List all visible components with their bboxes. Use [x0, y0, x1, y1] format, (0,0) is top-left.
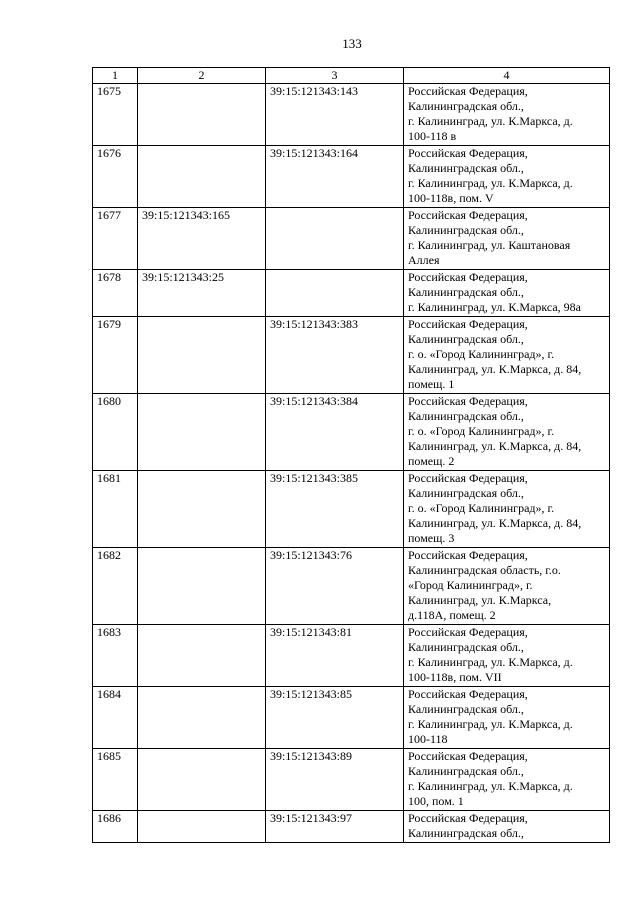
table-row	[93, 84, 610, 146]
table-row	[93, 471, 610, 548]
cadastral-number-col3	[266, 208, 404, 270]
cadastral-number-col3: 39:15:121343:143	[266, 84, 404, 146]
address-cell: Российская Федерация, Калининградская обл., г. Калининград, ул. К.Маркса, д. 100-118 в	[404, 84, 610, 146]
table-row	[93, 625, 610, 687]
cadastral-number-col3: 39:15:121343:81	[266, 625, 404, 687]
header-col-3: 3	[266, 68, 404, 84]
address-cell: Российская Федерация, Калининградская обл., г. о. «Город Калининград», г. Калининград, ул. К.Маркса, д. 84, помещ. 1	[404, 317, 610, 394]
row-number: 1680	[93, 394, 138, 471]
row-number: 1675	[93, 84, 138, 146]
table-row	[93, 811, 610, 843]
cadastral-number-col3: 39:15:121343:384	[266, 394, 404, 471]
header-col-4: 4	[404, 68, 610, 84]
address-cell: Российская Федерация, Калининградская обл., г. Калининград, ул. К.Маркса, д. 100-118в, пом. V	[404, 146, 610, 208]
address-cell: Российская Федерация, Калининградская обл., г. Калининград, ул. К.Маркса, д. 100-118	[404, 687, 610, 749]
table-row	[93, 687, 610, 749]
address-cell: Российская Федерация, Калининградская обл., г. Калининград, ул. Каштановая Аллея	[404, 208, 610, 270]
address-cell: Российская Федерация, Калининградская обл., г. о. «Город Калининград», г. Калининград, ул. К.Маркса, д. 84, помещ. 3	[404, 471, 610, 548]
row-number: 1684	[93, 687, 138, 749]
table-row	[93, 394, 610, 471]
cadastral-number-col2	[138, 749, 266, 811]
cadastral-number-col3: 39:15:121343:164	[266, 146, 404, 208]
cadastral-number-col2	[138, 811, 266, 843]
cadastral-number-col2	[138, 687, 266, 749]
cadastral-number-col2	[138, 394, 266, 471]
cadastral-number-col3: 39:15:121343:383	[266, 317, 404, 394]
cadastral-number-col3: 39:15:121343:97	[266, 811, 404, 843]
cadastral-number-col3: 39:15:121343:85	[266, 687, 404, 749]
table-row	[93, 317, 610, 394]
cadastral-number-col2	[138, 146, 266, 208]
table-header-row	[93, 68, 610, 84]
cadastral-number-col2	[138, 84, 266, 146]
table-row	[93, 749, 610, 811]
row-number: 1678	[93, 270, 138, 317]
address-cell: Российская Федерация, Калининградская обл., г. Калининград, ул. К.Маркса, д. 100, пом. 1	[404, 749, 610, 811]
cadastral-number-col3	[266, 270, 404, 317]
header-col-1: 1	[93, 68, 138, 84]
table-row	[93, 146, 610, 208]
address-cell: Российская Федерация, Калининградская область, г.о. «Город Калининград», г. Калининград, ул. К.Маркса, д.118А, помещ. 2	[404, 548, 610, 625]
cadastral-number-col2: 39:15:121343:165	[138, 208, 266, 270]
table-row	[93, 270, 610, 317]
cadastral-number-col2: 39:15:121343:25	[138, 270, 266, 317]
cadastral-number-col3: 39:15:121343:89	[266, 749, 404, 811]
row-number: 1679	[93, 317, 138, 394]
row-number: 1685	[93, 749, 138, 811]
cadastral-number-col3: 39:15:121343:385	[266, 471, 404, 548]
row-number: 1681	[93, 471, 138, 548]
address-cell: Российская Федерация, Калининградская обл., г. о. «Город Калининград», г. Калининград, ул. К.Маркса, д. 84, помещ. 2	[404, 394, 610, 471]
table-row	[93, 208, 610, 270]
address-cell: Российская Федерация, Калининградская обл.,	[404, 811, 610, 843]
table-row	[93, 548, 610, 625]
header-col-2: 2	[138, 68, 266, 84]
registry-table	[92, 67, 610, 843]
cadastral-number-col2	[138, 548, 266, 625]
row-number: 1677	[93, 208, 138, 270]
cadastral-number-col3: 39:15:121343:76	[266, 548, 404, 625]
row-number: 1682	[93, 548, 138, 625]
row-number: 1676	[93, 146, 138, 208]
address-cell: Российская Федерация, Калининградская обл., г. Калининград, ул. К.Маркса, 98а	[404, 270, 610, 317]
row-number: 1686	[93, 811, 138, 843]
cadastral-number-col2	[138, 471, 266, 548]
cadastral-number-col2	[138, 625, 266, 687]
address-cell: Российская Федерация, Калининградская обл., г. Калининград, ул. К.Маркса, д. 100-118в, пом. VII	[404, 625, 610, 687]
page-number: 133	[342, 36, 362, 51]
cadastral-number-col2	[138, 317, 266, 394]
row-number: 1683	[93, 625, 138, 687]
